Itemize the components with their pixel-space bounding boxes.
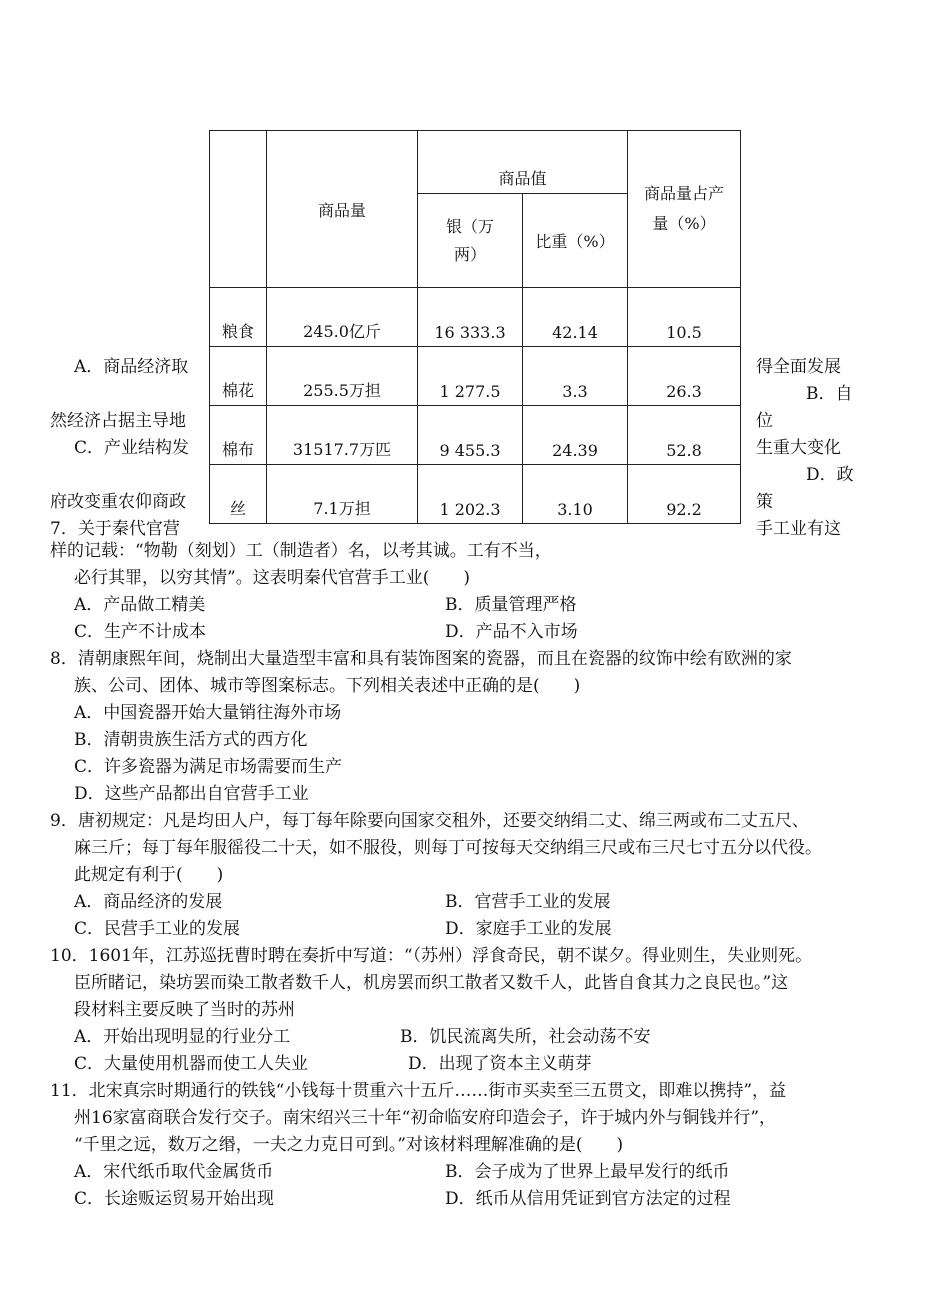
question-11-line3: “千里之远，数万之缗，一夫之力克日可到。”对该材料理解准确的是( ) bbox=[74, 1135, 624, 1155]
question-9-line1: 9．唐初规定：凡是均田人户，每丁每年除要向国家交租外，还要交纳绢二丈、绵三两或布二丈五尺、 bbox=[50, 811, 809, 831]
row-amount: 31517.7万匹 bbox=[267, 406, 418, 465]
q11-option-c: C．长途贩运贸易开始出现 bbox=[74, 1189, 275, 1209]
header-silver-line1: 银（万 bbox=[445, 216, 494, 236]
question-9-line3: 此规定有利于( ) bbox=[74, 865, 224, 885]
table-row bbox=[210, 465, 741, 524]
row-ratio: 92.2 bbox=[628, 465, 741, 524]
row-name: 棉布 bbox=[210, 406, 267, 465]
row-silver: 9 455.3 bbox=[418, 406, 523, 465]
header-ratio-line2: 量（%） bbox=[652, 214, 716, 233]
header-silver-line2: 两） bbox=[453, 244, 486, 264]
wrap-option-b-right: B．自 bbox=[806, 384, 853, 404]
q8-option-a: A．中国瓷器开始大量销往海外市场 bbox=[74, 703, 342, 723]
table-corner-cell bbox=[210, 131, 267, 288]
question-7-line2: 样的记载：“物勒（刻划）工（制造者）名，以考其诚。工有不当， bbox=[50, 541, 552, 561]
q7-option-a: A．产品做工精美 bbox=[74, 595, 206, 615]
row-name: 粮食 bbox=[210, 288, 267, 347]
q7-option-d: D．产品不入市场 bbox=[445, 622, 578, 642]
q9-option-c: C．民营手工业的发展 bbox=[74, 919, 241, 939]
table-row bbox=[210, 347, 741, 406]
q10-option-d: D．出现了资本主义萌芽 bbox=[408, 1054, 592, 1074]
question-7-start-right: 手工业有这 bbox=[756, 519, 841, 539]
row-amount: 245.0亿斤 bbox=[267, 288, 418, 347]
q7-option-c: C．生产不计成本 bbox=[74, 622, 207, 642]
row-share: 3.10 bbox=[523, 465, 628, 524]
question-10-line1: 10．1601年，江苏巡抚曹时聘在奏折中写道：“（苏州）浮食奇民，朝不谋夕。得业则生，失业则死。 bbox=[50, 946, 813, 966]
question-11-line2: 州16家富商联合发行交子。南宋绍兴三十年“初命临安府印造会子，许于城内外与铜钱并行”， bbox=[74, 1108, 777, 1128]
row-amount: 255.5万担 bbox=[267, 347, 418, 406]
row-share: 42.14 bbox=[523, 288, 628, 347]
q10-option-a: A．开始出现明显的行业分工 bbox=[74, 1027, 291, 1047]
row-ratio: 26.3 bbox=[628, 347, 741, 406]
q11-option-d: D．纸币从信用凭证到官方法定的过程 bbox=[445, 1189, 731, 1209]
header-goods-amount: 商品量 bbox=[267, 131, 418, 288]
row-ratio: 52.8 bbox=[628, 406, 741, 465]
commodity-table bbox=[209, 130, 741, 524]
q9-option-b: B．官营手工业的发展 bbox=[445, 892, 611, 912]
wrap-option-a-right: 得全面发展 bbox=[756, 357, 841, 377]
row-silver: 1 202.3 bbox=[418, 465, 523, 524]
row-share: 3.3 bbox=[523, 347, 628, 406]
q11-option-b: B．会子成为了世界上最早发行的纸币 bbox=[445, 1162, 730, 1182]
wrap-option-d-right: D．政 bbox=[806, 465, 854, 485]
question-7-start: 7．关于秦代官营 bbox=[50, 519, 180, 539]
wrap-option-c-right: 生重大变化 bbox=[756, 438, 841, 458]
wrap-option-c-left: C．产业结构发 bbox=[74, 438, 190, 458]
row-silver: 16 333.3 bbox=[418, 288, 523, 347]
wrap-option-a-left: A．商品经济取 bbox=[74, 357, 189, 377]
wrap-option-b-left: 然经济占据主导地 bbox=[50, 411, 186, 431]
row-silver: 1 277.5 bbox=[418, 347, 523, 406]
q7-option-b: B．质量管理严格 bbox=[445, 595, 577, 615]
q8-option-d: D．这些产品都出自官营手工业 bbox=[74, 784, 309, 804]
q9-option-d: D．家庭手工业的发展 bbox=[445, 919, 612, 939]
wrap-option-d-end: 策 bbox=[756, 492, 773, 512]
q9-option-a: A．商品经济的发展 bbox=[74, 892, 223, 912]
row-ratio: 10.5 bbox=[628, 288, 741, 347]
q8-option-b: B．清朝贵族生活方式的西方化 bbox=[74, 730, 308, 750]
header-ratio bbox=[628, 131, 741, 288]
row-amount: 7.1万担 bbox=[267, 465, 418, 524]
wrap-option-b-end: 位 bbox=[756, 411, 773, 431]
question-10-line3: 段材料主要反映了当时的苏州 bbox=[74, 1000, 295, 1020]
question-11-line1: 11．北宋真宗时期通行的铁钱“小钱每十贯重六十五斤……街市买卖至三五贯文，即难以携持”，益 bbox=[50, 1081, 787, 1101]
q10-option-b: B．饥民流离失所，社会动荡不安 bbox=[400, 1027, 651, 1047]
wrap-option-d-left: 府改变重农仰商政 bbox=[50, 492, 186, 512]
question-7-line3: 必行其罪，以穷其情”。这表明秦代官营手工业( ) bbox=[74, 568, 470, 588]
q11-option-a: A．宋代纸币取代金属货币 bbox=[74, 1162, 274, 1182]
header-silver bbox=[418, 194, 523, 288]
question-10-line2: 臣所睹记，染坊罢而染工散者数千人，机房罢而织工散者又数千人，此皆自食其力之良民也。”这 bbox=[74, 973, 789, 993]
q8-option-c: C．许多瓷器为满足市场需要而生产 bbox=[74, 757, 343, 777]
header-goods-value: 商品值 bbox=[418, 131, 628, 194]
question-8-line1: 8．清朝康熙年间，烧制出大量造型丰富和具有装饰图案的瓷器，而且在瓷器的纹饰中绘有欧洲的家 bbox=[50, 649, 792, 669]
row-share: 24.39 bbox=[523, 406, 628, 465]
question-8-line2: 族、公司、团体、城市等图案标志。下列相关表述中正确的是( ) bbox=[74, 676, 581, 696]
table-row bbox=[210, 288, 741, 347]
q10-option-c: C．大量使用机器而使工人失业 bbox=[74, 1054, 309, 1074]
header-ratio-line1: 商品量占产 bbox=[643, 184, 724, 203]
question-9-line2: 麻三斤；每丁每年服徭役二十天，如不服役，则每丁可按每天交纳绢三尺或布三尺七寸五分以代役。 bbox=[74, 838, 822, 858]
row-name: 棉花 bbox=[210, 347, 267, 406]
row-name: 丝 bbox=[210, 465, 267, 524]
table-row bbox=[210, 406, 741, 465]
header-share: 比重（%） bbox=[523, 194, 628, 288]
